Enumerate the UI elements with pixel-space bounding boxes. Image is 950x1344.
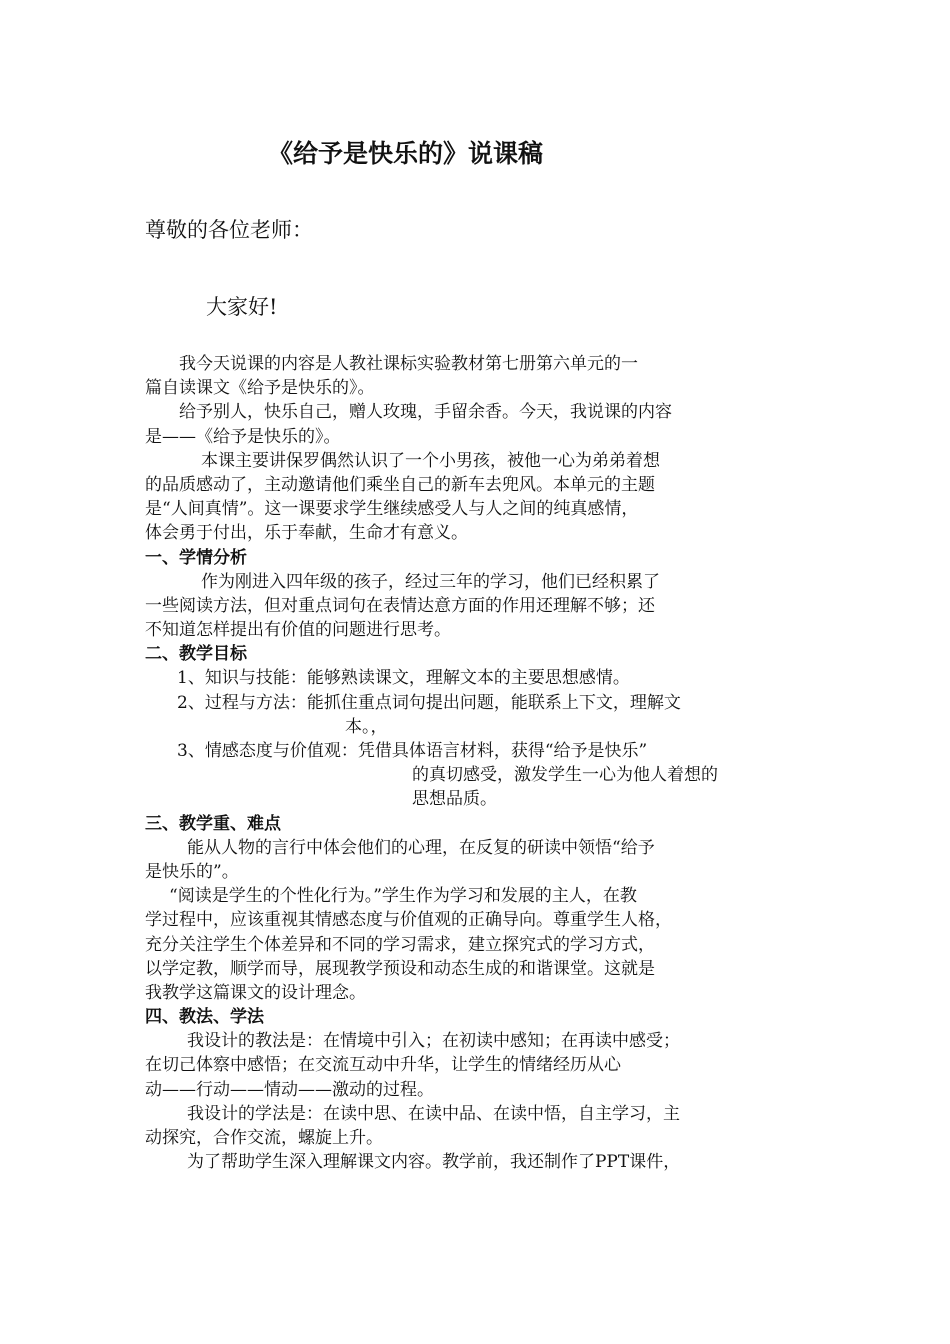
objective-line: 的真切感受，激发学生一心为他人着想的 [412, 765, 718, 786]
paragraph-line: 能从人物的言行中体会他们的心理，在反复的研读中领悟“给予 [187, 837, 655, 858]
paragraph-line: 在切己体察中感悟；在交流互动中升华，让学生的情绪经历从心 [145, 1055, 621, 1076]
section-heading: 二、教学目标 [145, 644, 247, 665]
paragraph-line: 以学定教，顺学而导，展现教学预设和动态生成的和谐课堂。这就是 [145, 958, 655, 979]
paragraph-line: 篇自读课文《给予是快乐的》。 [145, 378, 375, 399]
paragraph-line: 作为刚进入四年级的孩子，经过三年的学习，他们已经积累了 [201, 571, 660, 592]
section-heading: 四、教法、学法 [145, 1007, 264, 1028]
document-body [145, 352, 809, 1174]
objective-line: 1、知识与技能：能够熟读课文，理解文本的主要思想感情。 [177, 668, 630, 689]
paragraph-line: 是快乐的”。 [145, 861, 239, 882]
salutation: 大家好! [206, 295, 278, 319]
paragraph-line: 是——《给予是快乐的》。 [145, 426, 341, 447]
objective-line: 2、过程与方法：能抓住重点词句提出问题，能联系上下文，理解文 [177, 692, 681, 713]
objective-line: 3、情感态度与价值观：凭借具体语言材料，获得“给予是快乐” [177, 741, 648, 761]
paragraph-line: 我今天说课的内容是人教社课标实验教材第七册第六单元的一 [179, 354, 638, 374]
paragraph-line: 的品质感动了，主动邀请他们乘坐自己的新车去兜风。本单元的主题 [145, 474, 655, 495]
paragraph-line: 动——行动——情动——激动的过程。 [145, 1079, 434, 1100]
paragraph-line: 一些阅读方法，但对重点词句在表情达意方面的作用还理解不够；还 [145, 595, 655, 616]
objective-line: 思想品质。 [412, 789, 497, 810]
paragraph-line: 充分关注学生个体差异和不同的学习需求，建立探究式的学习方式， [145, 934, 655, 955]
paragraph-line: 我教学这篇课文的设计理念。 [145, 982, 366, 1003]
paragraph-line: 给予别人，快乐自己，赠人玫瑰，手留余香。今天，我说课的内容 [179, 402, 672, 423]
paragraph-line: 体会勇于付出，乐于奉献，生命才有意义。 [145, 523, 468, 544]
paragraph-line: “阅读是学生的个性化行为。”学生作为学习和发展的主人，在教 [169, 886, 637, 907]
paragraph-line: 我设计的教法是：在情境中引入；在初读中感知；在再读中感受； [187, 1031, 680, 1052]
paragraph-line: 本课主要讲保罗偶然认识了一个小男孩，被他一心为弟弟着想 [201, 450, 660, 471]
objective-line: 本。， [345, 716, 388, 737]
paragraph-line: 动探究，合作交流，螺旋上升。 [145, 1128, 383, 1148]
section-heading: 一、学情分析 [145, 547, 247, 568]
paragraph-line: 我设计的学法是：在读中思、在读中品、在读中悟，自主学习，主 [187, 1103, 680, 1124]
greeting: 尊敬的各位老师： [145, 218, 313, 242]
section-heading: 三、教学重、难点 [145, 813, 281, 834]
paragraph-line: 为了帮助学生深入理解课文内容。教学前，我还制作了PPT课件， [187, 1152, 681, 1173]
paragraph-line: 学过程中，应该重视其情感态度与价值观的正确导向。尊重学生人格， [145, 910, 672, 931]
paragraph-line: 是“人间真情”。这一课要求学生继续感受人与人之间的纯真感情， [145, 499, 639, 520]
paragraph-line: 不知道怎样提出有价值的问题进行思考。 [145, 620, 451, 641]
document-title: 《给予是快乐的》说课稿 [268, 139, 544, 168]
